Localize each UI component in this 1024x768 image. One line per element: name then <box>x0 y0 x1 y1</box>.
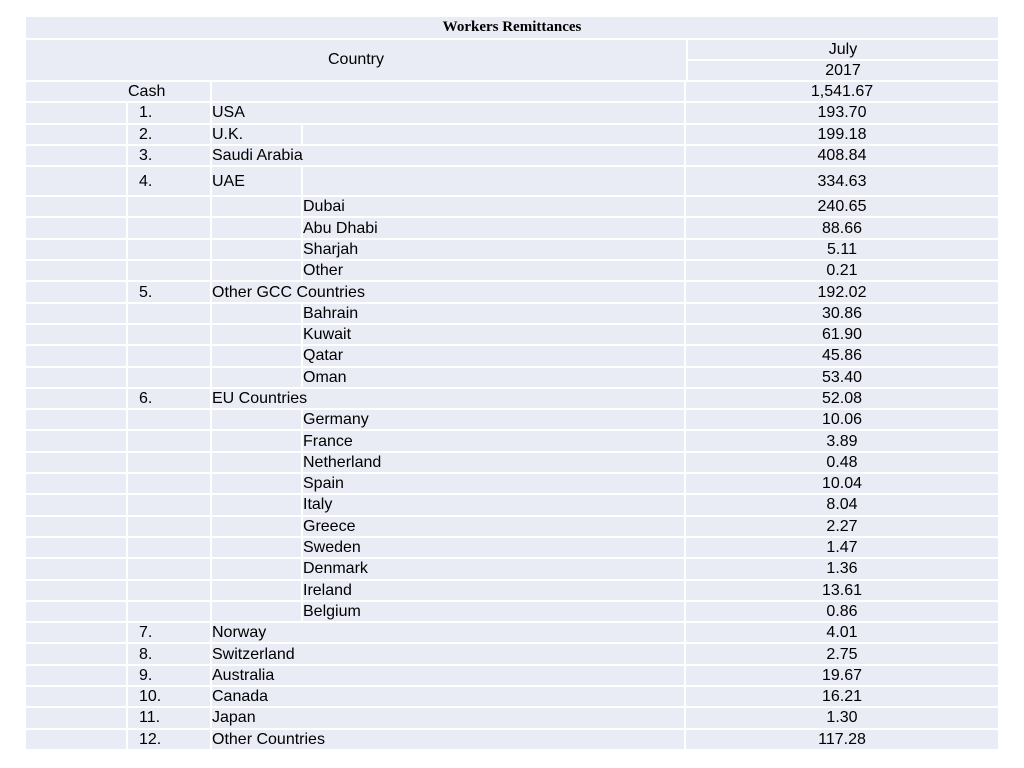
remittance-value: 2.75 <box>826 645 858 663</box>
row-blank-col <box>26 389 128 408</box>
sub-country-name: Greece <box>303 517 686 536</box>
remittance-value: 1.30 <box>826 709 858 727</box>
row-blank-col <box>26 708 128 727</box>
row-blank-col <box>26 538 128 557</box>
table-row <box>26 125 998 146</box>
remittance-value: 2.27 <box>826 517 858 535</box>
row-blank-country <box>212 517 303 536</box>
table-row <box>26 410 998 431</box>
row-blank-col <box>26 304 128 323</box>
sub-country-name: Belgium <box>303 602 686 621</box>
row-number: 8. <box>128 644 212 663</box>
row-number: 4. <box>128 167 212 195</box>
row-blank-col <box>26 368 128 387</box>
row-blank-col <box>26 346 128 365</box>
remittance-value: 199.18 <box>817 125 867 143</box>
row-blank-col <box>26 474 128 493</box>
row-blank-col <box>26 103 128 122</box>
remittance-value: 45.86 <box>821 347 863 365</box>
remittance-value: 88.66 <box>821 219 863 237</box>
remittance-value: 0.86 <box>826 602 858 620</box>
row-blank-num <box>128 453 212 472</box>
country-name: Switzerland <box>212 644 686 663</box>
country-name: Australia <box>212 666 686 685</box>
row-blank-col <box>26 666 128 685</box>
row-blank-col <box>26 453 128 472</box>
sub-country-name: Sharjah <box>303 240 686 259</box>
country-name: Other Countries <box>212 730 686 749</box>
table-row <box>26 644 998 665</box>
sub-country-name: Germany <box>303 410 686 429</box>
period-header <box>688 40 998 82</box>
table-row <box>26 197 998 218</box>
country-name: Canada <box>212 687 686 706</box>
row-blank-num <box>128 325 212 344</box>
row-blank-col <box>26 146 128 165</box>
remittance-value: 193.70 <box>817 104 867 122</box>
remittance-value: 0.48 <box>826 453 858 471</box>
row-blank-num <box>128 410 212 429</box>
row-blank-num <box>128 431 212 450</box>
country-column-header: Country <box>26 40 688 82</box>
row-blank-col <box>26 495 128 514</box>
remittance-value: 13.61 <box>821 581 863 599</box>
table-row <box>26 538 998 559</box>
remittance-value: 1.36 <box>826 560 858 578</box>
row-blank-col <box>26 167 128 195</box>
row-blank-num <box>128 304 212 323</box>
remittance-value: 61.90 <box>821 326 863 344</box>
sub-country-name: Italy <box>303 495 686 514</box>
row-blank-num <box>128 474 212 493</box>
row-number: 12. <box>128 730 212 749</box>
year-header: 2017 <box>688 61 998 82</box>
row-blank-col <box>26 581 128 600</box>
row-blank-country <box>212 261 303 280</box>
row-blank-col <box>26 687 128 706</box>
row-blank-country <box>212 495 303 514</box>
row-blank-col <box>26 240 128 259</box>
row-blank-col <box>26 644 128 663</box>
table-row <box>26 581 998 602</box>
row-number: 6. <box>128 389 212 408</box>
row-blank-col <box>26 431 128 450</box>
table-row <box>26 495 998 516</box>
country-name: Japan <box>212 708 686 727</box>
row-blank-country <box>212 474 303 493</box>
row-number: 10. <box>128 687 212 706</box>
sub-country-name: Abu Dhabi <box>303 218 686 237</box>
remittance-value: 1,541.67 <box>810 83 874 101</box>
country-name: UAE <box>212 167 303 195</box>
table-row <box>26 453 998 474</box>
sub-country-name: Oman <box>303 368 686 387</box>
row-blank-country <box>212 240 303 259</box>
table-row <box>26 103 998 124</box>
remittance-value: 10.04 <box>821 475 863 493</box>
table-row <box>26 325 998 346</box>
table-row <box>26 167 998 197</box>
table-header <box>26 40 998 82</box>
row-blank-num <box>128 495 212 514</box>
row-blank-country <box>212 431 303 450</box>
table-row <box>26 666 998 687</box>
table-row <box>26 282 998 303</box>
table-row <box>26 474 998 495</box>
row-blank-col <box>26 261 128 280</box>
row-blank-country <box>212 368 303 387</box>
row-blank-country <box>212 453 303 472</box>
row-blank-country <box>212 602 303 621</box>
table-body <box>26 82 998 751</box>
table-row <box>26 602 998 623</box>
row-blank-num <box>128 581 212 600</box>
cash-label: Cash <box>26 82 212 101</box>
remittances-table <box>26 17 998 751</box>
table-row <box>26 146 998 167</box>
sub-country-name: Bahrain <box>303 304 686 323</box>
remittance-value: 240.65 <box>817 198 867 216</box>
row-spacer <box>212 82 686 101</box>
row-number: 7. <box>128 623 212 642</box>
table-row <box>26 346 998 367</box>
table-row <box>26 82 998 103</box>
table-row <box>26 389 998 410</box>
row-blank-num <box>128 602 212 621</box>
row-blank-col <box>26 559 128 578</box>
row-blank-country <box>212 346 303 365</box>
remittance-value: 5.11 <box>827 240 857 258</box>
table-row <box>26 730 998 751</box>
row-blank-num <box>128 240 212 259</box>
row-number: 1. <box>128 103 212 122</box>
row-number: 11. <box>128 708 212 727</box>
remittance-value: 30.86 <box>821 304 863 322</box>
row-blank-col <box>26 410 128 429</box>
remittance-value: 8.04 <box>826 496 858 514</box>
row-blank-country <box>212 410 303 429</box>
row-blank-col <box>26 517 128 536</box>
remittance-value: 192.02 <box>817 283 867 301</box>
table-row <box>26 431 998 452</box>
row-blank-num <box>128 261 212 280</box>
row-blank-country <box>212 304 303 323</box>
row-blank-num <box>128 218 212 237</box>
table-row <box>26 623 998 644</box>
row-blank-num <box>128 346 212 365</box>
remittance-value: 334.63 <box>817 172 867 190</box>
sub-country-name: Denmark <box>303 559 686 578</box>
row-blank-num <box>128 559 212 578</box>
remittance-value: 53.40 <box>821 368 863 386</box>
remittance-value: 10.06 <box>821 411 863 429</box>
row-blank-col <box>26 125 128 144</box>
sub-country-name: Sweden <box>303 538 686 557</box>
row-blank-col <box>26 325 128 344</box>
row-blank-col <box>26 282 128 301</box>
remittance-value: 408.84 <box>817 147 867 165</box>
table-row <box>26 240 998 261</box>
table-row <box>26 218 998 239</box>
table-row <box>26 368 998 389</box>
sub-country-name: Other <box>303 261 686 280</box>
row-blank-num <box>128 197 212 216</box>
sub-country-name: France <box>303 431 686 450</box>
table-row <box>26 304 998 325</box>
row-blank-col <box>26 218 128 237</box>
remittance-value: 52.08 <box>821 390 863 407</box>
remittance-value: 0.21 <box>826 262 858 280</box>
month-header: July <box>688 40 998 61</box>
sub-country-name: Spain <box>303 474 686 493</box>
row-blank-country <box>212 325 303 344</box>
row-number: 3. <box>128 146 212 165</box>
remittance-value: 117.28 <box>818 730 866 748</box>
sub-country-name: Ireland <box>303 581 686 600</box>
row-blank-num <box>128 368 212 387</box>
row-blank-sub <box>303 167 686 195</box>
remittance-value: 4.01 <box>826 624 858 642</box>
row-blank-country <box>212 581 303 600</box>
country-name: U.K. <box>212 125 303 144</box>
remittance-value: 3.89 <box>826 432 858 450</box>
sub-country-name: Dubai <box>303 197 686 216</box>
row-blank-col <box>26 602 128 621</box>
table-title: Workers Remittances <box>26 17 998 40</box>
table-row <box>26 708 998 729</box>
row-blank-sub <box>303 125 686 144</box>
table-row <box>26 559 998 580</box>
table-row <box>26 687 998 708</box>
table-row <box>26 517 998 538</box>
row-blank-country <box>212 218 303 237</box>
row-blank-col <box>26 197 128 216</box>
country-name: Norway <box>212 623 686 642</box>
remittance-value: 1.47 <box>826 539 858 557</box>
sub-country-name: Qatar <box>303 346 686 365</box>
remittance-value: 19.67 <box>821 666 863 684</box>
row-blank-country <box>212 559 303 578</box>
remittance-value: 16.21 <box>821 688 863 706</box>
country-name: Saudi Arabia <box>212 146 686 165</box>
row-blank-country <box>212 538 303 557</box>
table-row <box>26 261 998 282</box>
row-blank-country <box>212 197 303 216</box>
country-name: EU Countries <box>212 389 686 408</box>
row-blank-num <box>128 517 212 536</box>
row-blank-col <box>26 730 128 749</box>
row-number: 2. <box>128 125 212 144</box>
row-number: 5. <box>128 282 212 301</box>
sub-country-name: Netherland <box>303 453 686 472</box>
row-blank-col <box>26 623 128 642</box>
country-name: USA <box>212 103 686 122</box>
row-blank-num <box>128 538 212 557</box>
sub-country-name: Kuwait <box>303 325 686 344</box>
country-name: Other GCC Countries <box>212 282 686 301</box>
row-number: 9. <box>128 666 212 685</box>
